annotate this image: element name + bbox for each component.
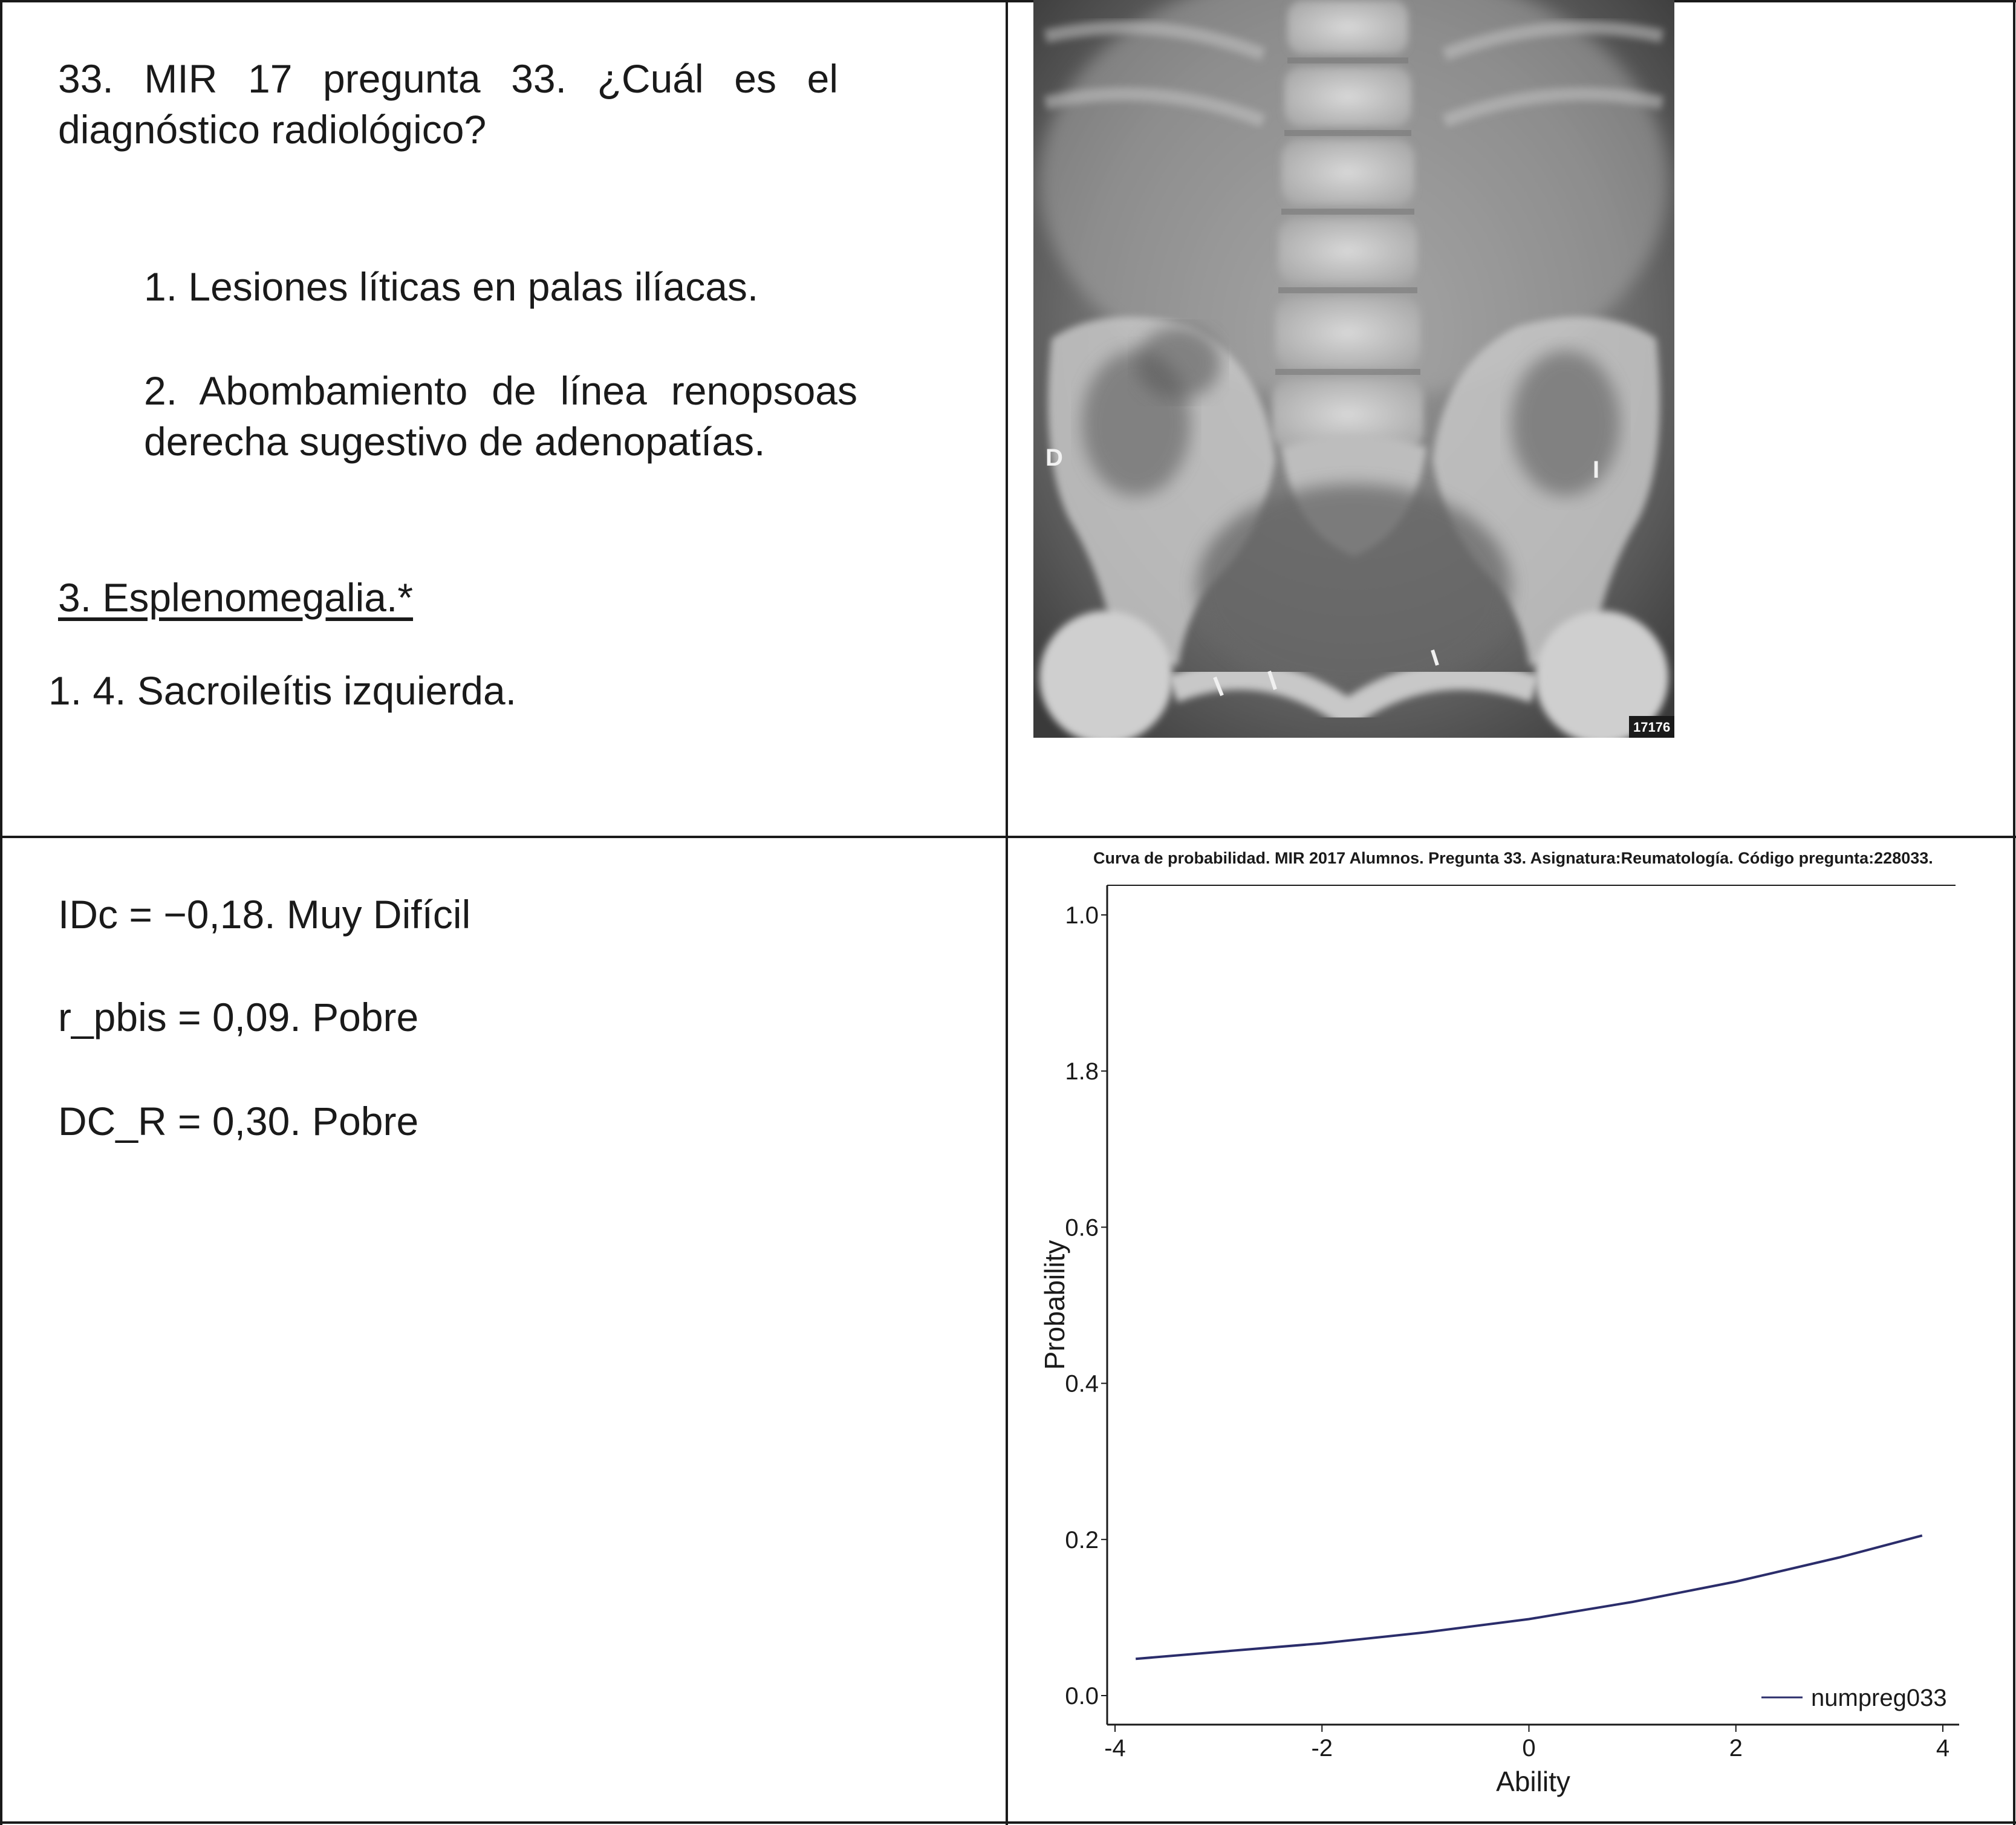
legend-label: numpreg033 [1811,1685,1947,1711]
xray-marker-i: I [1593,457,1600,483]
x-tick-label: 0 [1522,1735,1536,1762]
vertical-divider [1006,0,1008,1825]
probability-chart [1009,838,2012,1821]
xray-image [1033,0,1674,738]
option-3-correct: 3. Esplenomegalia.* [58,575,414,620]
option-1: 1. Lesiones líticas en palas ilíacas. [144,264,759,309]
xray-image-id: 17176 [1633,720,1671,735]
stat-dcr: DC_R = 0,30. Pobre [58,1099,419,1143]
y-axis-label: Probability [1039,1240,1070,1370]
border-right [2013,0,2015,1825]
y-tick-label: 0.0 [1065,1683,1099,1710]
y-tick-label: 1.0 [1065,902,1099,929]
chart-title: Curva de probabilidad. MIR 2017 Alumnos. Pregunta 33. Asignatura:Reumatología. Código pregunta:228033. [1093,849,1933,867]
stat-idc: IDc = −0,18. Muy Difícil [58,892,471,937]
option-4: 1. 4. Sacroileítis izquierda. [48,668,517,713]
border-top [0,0,2016,2]
x-tick-label: 4 [1936,1735,1950,1762]
question-text: 33. MIR 17 pregunta 33. ¿Cuál es el diagnóstico radiológico? [58,56,838,152]
y-tick-label: 1.8 [1065,1058,1099,1085]
x-axis-label: Ability [1496,1766,1570,1797]
series-line-numpreg033 [1136,1535,1922,1659]
y-tick-label: 0.4 [1065,1370,1099,1397]
x-tick-label: -2 [1311,1735,1333,1762]
border-left [0,0,2,1825]
y-tick-label: 0.2 [1065,1526,1099,1553]
xray-marker-d: D [1045,444,1063,471]
x-tick-label: -4 [1104,1735,1126,1762]
y-tick-label: 0.6 [1065,1214,1099,1241]
stat-rpbis: r_pbis = 0,09. Pobre [58,995,419,1039]
x-tick-label: 2 [1729,1735,1743,1762]
border-bottom [0,1821,2016,1824]
option-2: 2. Abombamiento de línea renopsoas derecha sugestivo de adenopatías. [144,368,857,464]
